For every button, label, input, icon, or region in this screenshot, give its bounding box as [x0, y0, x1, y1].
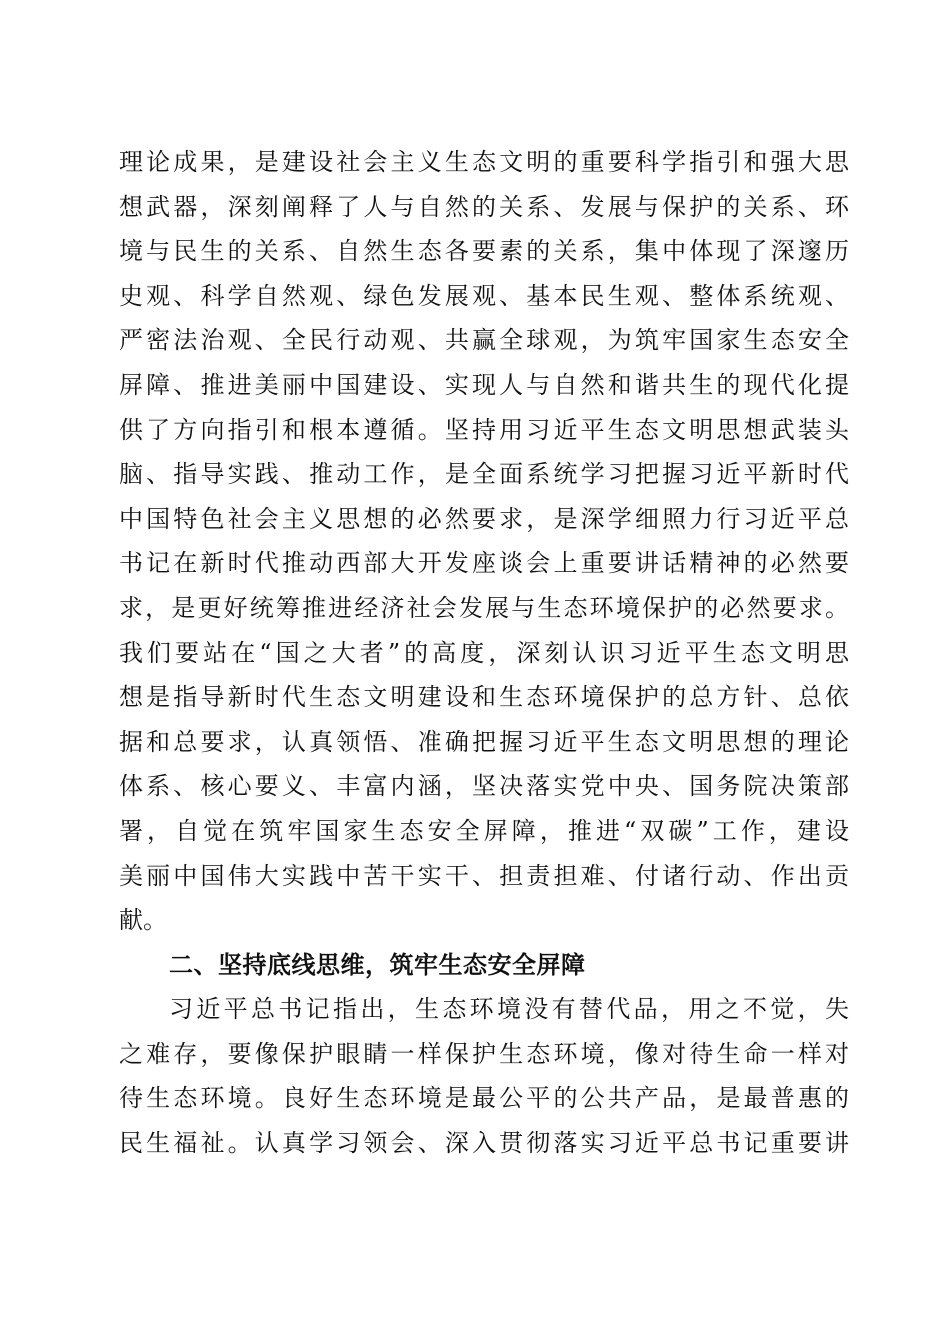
paragraph-line: 美丽中国伟大实践中苦干实干、担责担难、付诸行动、作出贡 — [119, 861, 849, 890]
paragraph-line: 境与民生的关系、自然生态各要素的关系，集中体现了深邃历 — [119, 237, 849, 266]
paragraph-line: 严密法治观、全民行动观、共赢全球观，为筑牢国家生态安全 — [119, 326, 849, 355]
paragraph-line: 体系、核心要义、丰富内涵，坚决落实党中央、国务院决策部 — [119, 772, 849, 801]
paragraph-line: 之难存，要像保护眼睛一样保护生态环境，像对待生命一样对 — [119, 1039, 849, 1068]
paragraph-line: 书记在新时代推动西部大开发座谈会上重要讲话精神的必然要 — [119, 549, 849, 578]
paragraph-line: 献。 — [119, 906, 167, 935]
paragraph-continued — [119, 140, 849, 1166]
paragraph-line: 脑、指导实践、推动工作，是全面系统学习把握习近平新时代 — [119, 460, 849, 489]
paragraph-line: 想是指导新时代生态文明建设和生态环境保护的总方针、总依 — [119, 683, 849, 712]
paragraph-line: 我们要站在“国之大者”的高度，深刻认识习近平生态文明思 — [119, 638, 849, 667]
section-heading: 二、坚持底线思维，筑牢生态安全屏障 — [169, 950, 586, 979]
paragraph-line: 待生态环境。良好生态环境是最公平的公共产品，是最普惠的 — [119, 1084, 849, 1113]
paragraph-line: 屏障、推进美丽中国建设、实现人与自然和谐共生的现代化提 — [119, 370, 849, 399]
paragraph-line: 民生福祉。认真学习领会、深入贯彻落实习近平总书记重要讲 — [119, 1129, 849, 1158]
paragraph-line: 习近平总书记指出，生态环境没有替代品，用之不觉，失 — [169, 995, 849, 1024]
paragraph-line: 理论成果，是建设社会主义生态文明的重要科学指引和强大思 — [119, 148, 849, 176]
paragraph-line: 据和总要求，认真领悟、准确把握习近平生态文明思想的理论 — [119, 727, 849, 756]
paragraph-line: 求，是更好统筹推进经济社会发展与生态环境保护的必然要求。 — [119, 593, 849, 622]
paragraph-line: 署，自觉在筑牢国家生态安全屏障，推进“双碳”工作，建设 — [119, 816, 849, 845]
paragraph-line: 中国特色社会主义思想的必然要求，是深学细照力行习近平总 — [119, 504, 849, 533]
paragraph-line: 想武器，深刻阐释了人与自然的关系、发展与保护的关系、环 — [119, 192, 849, 221]
paragraph-line: 供了方向指引和根本遵循。坚持用习近平生态文明思想武装头 — [119, 415, 849, 444]
paragraph-line: 史观、科学自然观、绿色发展观、基本民生观、整体系统观、 — [119, 281, 849, 310]
